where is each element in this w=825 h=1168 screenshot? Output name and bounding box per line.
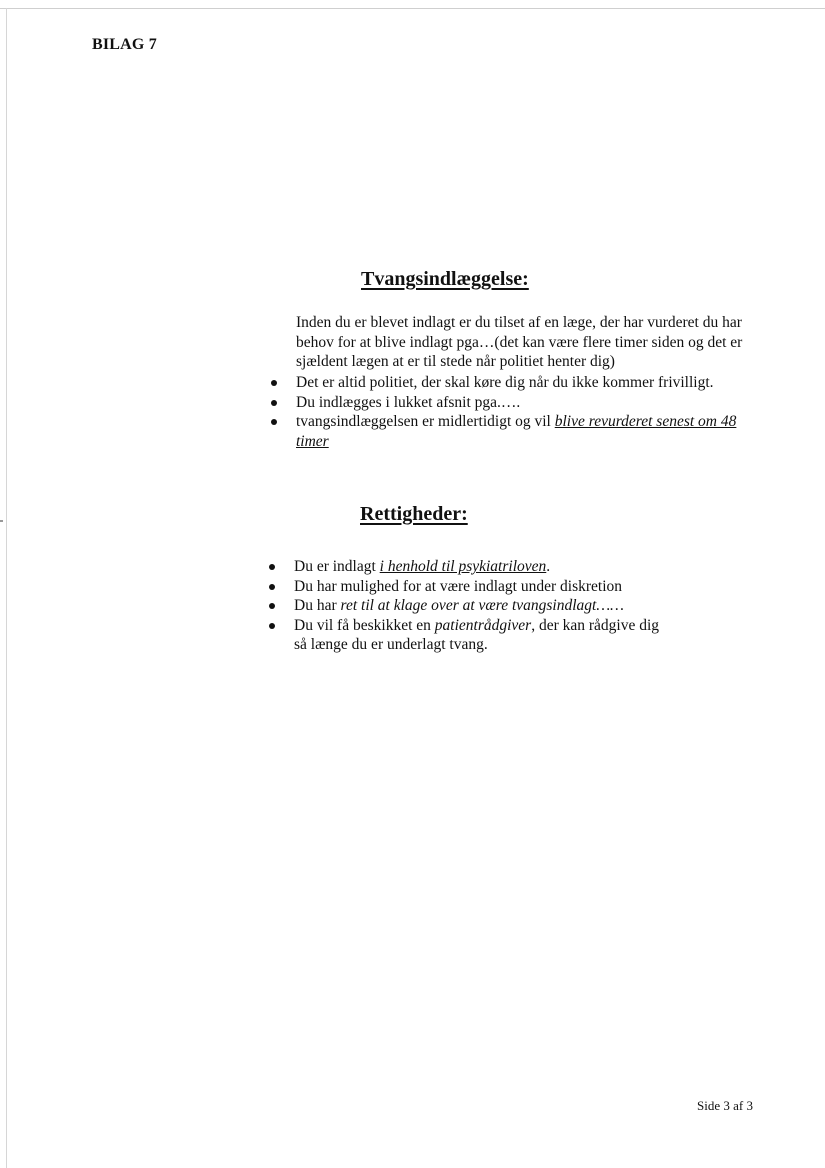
emphasis-text: ret til at klage over at være tvangsindlagt……: [340, 597, 624, 614]
list-item-text: Du har mulighed for at være indlagt under diskretion: [294, 577, 623, 595]
list-item-text: tvangsindlæggelsen er midlertidigt og vil: [296, 413, 555, 430]
list-item-text: Du vil få beskikket en: [294, 616, 435, 634]
list-item: [296, 393, 766, 413]
list-item-text-end: , der kan rådgive dig så længe du er underlagt tvang.: [294, 616, 660, 653]
bullet-icon: [271, 419, 277, 425]
list-item: [294, 577, 764, 597]
bullet-list-rettigheder: [294, 557, 764, 655]
bullet-icon: [269, 564, 275, 570]
bullet-icon: [271, 380, 277, 386]
list-item: [296, 373, 766, 393]
list-item: [296, 412, 766, 451]
list-item-text: Du har: [294, 597, 341, 614]
page-number: Side 3 af 3: [697, 1098, 753, 1113]
list-item: [294, 616, 674, 655]
emphasis-text: i henhold til psykiatriloven: [379, 558, 547, 575]
emphasis-text: blive revurderet senest om 48 timer: [296, 413, 737, 450]
list-item: [294, 596, 764, 616]
bullet-icon: [269, 623, 275, 629]
list-item-text-end: .: [546, 558, 551, 575]
intro-paragraph: Inden du er blevet indlagt er du tilset af en læge, der har vurderet du har behov for at blive indlagt pga…(det kan være flere timer siden og det er sjældent lægen at er til stede når politiet henter dig): [296, 314, 743, 370]
scan-edge-top: [0, 8, 825, 9]
list-item-text: Du indlægges i lukket afsnit pga.….: [296, 393, 521, 411]
list-item-text: Du er indlagt: [294, 558, 380, 575]
scan-edge-left: [6, 8, 7, 1168]
attachment-label: BILAG 7: [92, 36, 157, 53]
bullet-icon: [269, 584, 275, 590]
list-item-text: Det er altid politiet, der skal køre dig når du ikke kommer frivilligt.: [296, 374, 714, 391]
section-title-tvangsindlaeggelse: Tvangsindlæggelse:: [361, 268, 529, 290]
bullet-icon: [271, 400, 277, 406]
bullet-list-tvangsindlaeggelse: [296, 373, 766, 451]
scan-mark: [0, 520, 3, 522]
emphasis-text: patientrådgiver: [434, 616, 532, 634]
section-title-rettigheder: Rettigheder:: [360, 503, 468, 525]
list-item: [294, 557, 764, 577]
bullet-icon: [269, 603, 275, 609]
